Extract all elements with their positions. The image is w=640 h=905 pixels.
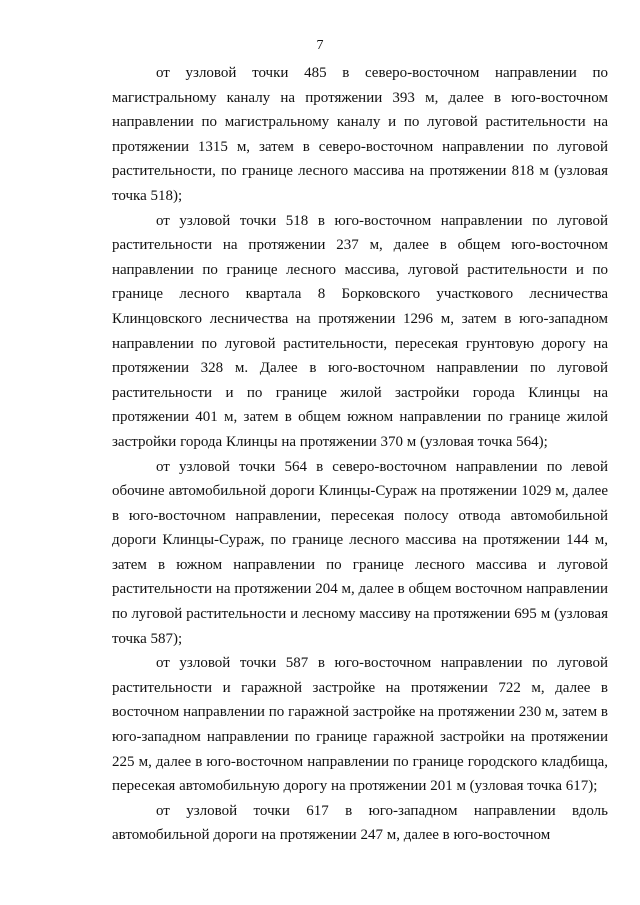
document-body [112, 61, 608, 848]
paragraph: от узловой точки 617 в юго-западном направлении вдоль автомобильной дороги на протяжении 247 м, далее в юго-восточном [112, 802, 608, 844]
paragraph: от узловой точки 485 в северо-восточном направлении по магистральному каналу на протяжении 393 м, далее в юго-восточном направлении по магистральному каналу и по луговой растительности на протяжении 1315 м, затем в северо-восточном направлении по луговой растительности, по границе лесного массива на протяжении 818 м (узловая точка 518); [112, 65, 608, 204]
page-number: 7 [316, 38, 324, 53]
paragraph: от узловой точки 587 в юго-восточном направлении по луговой растительности и гаражной застройке на протяжении 722 м, далее в восточном направлении по гаражной застройке на протяжении 230 м, затем в юго-западном направлении по границе гаражной застройки на протяжении 225 м, далее в юго-восточном направлении по границе городского кладбища, пересекая автомобильную дорогу на протяжении 201 м (узловая точка 617); [112, 655, 608, 795]
paragraph: от узловой точки 518 в юго-восточном направлении по луговой растительности на протяжении 237 м, далее в общем юго-восточном направлении по границе лесного массива, луговой растительности и по границе лесного квартала 8 Борковского участкового лесничества Клинцовского лесничества на протяжении 1296 м, затем в юго-западном направлении по луговой растительности, пересекая грунтовую дорогу на протяжении 328 м. Далее в юго-восточном направлении по луговой растительности и по границе жилой застройки города Клинцы на протяжении 401 м, затем в общем южном направлении по границе жилой застройки города Клинцы на протяжении 370 м (узловая точка 564); [112, 212, 608, 450]
paragraph: от узловой точки 564 в северо-восточном направлении по левой обочине автомобильной дороги Клинцы-Сураж на протяжении 1029 м, далее в юго-восточном направлении, пересекая полосу отвода автомобильной дороги Клинцы-Сураж, по границе лесного массива на протяжении 144 м, затем в южном направлении по границе лесного массива и луговой растительности на протяжении 204 м, далее в общем восточном направлении по луговой растительности и лесному массиву на протяжении 695 м (узловая точка 587); [112, 458, 608, 647]
